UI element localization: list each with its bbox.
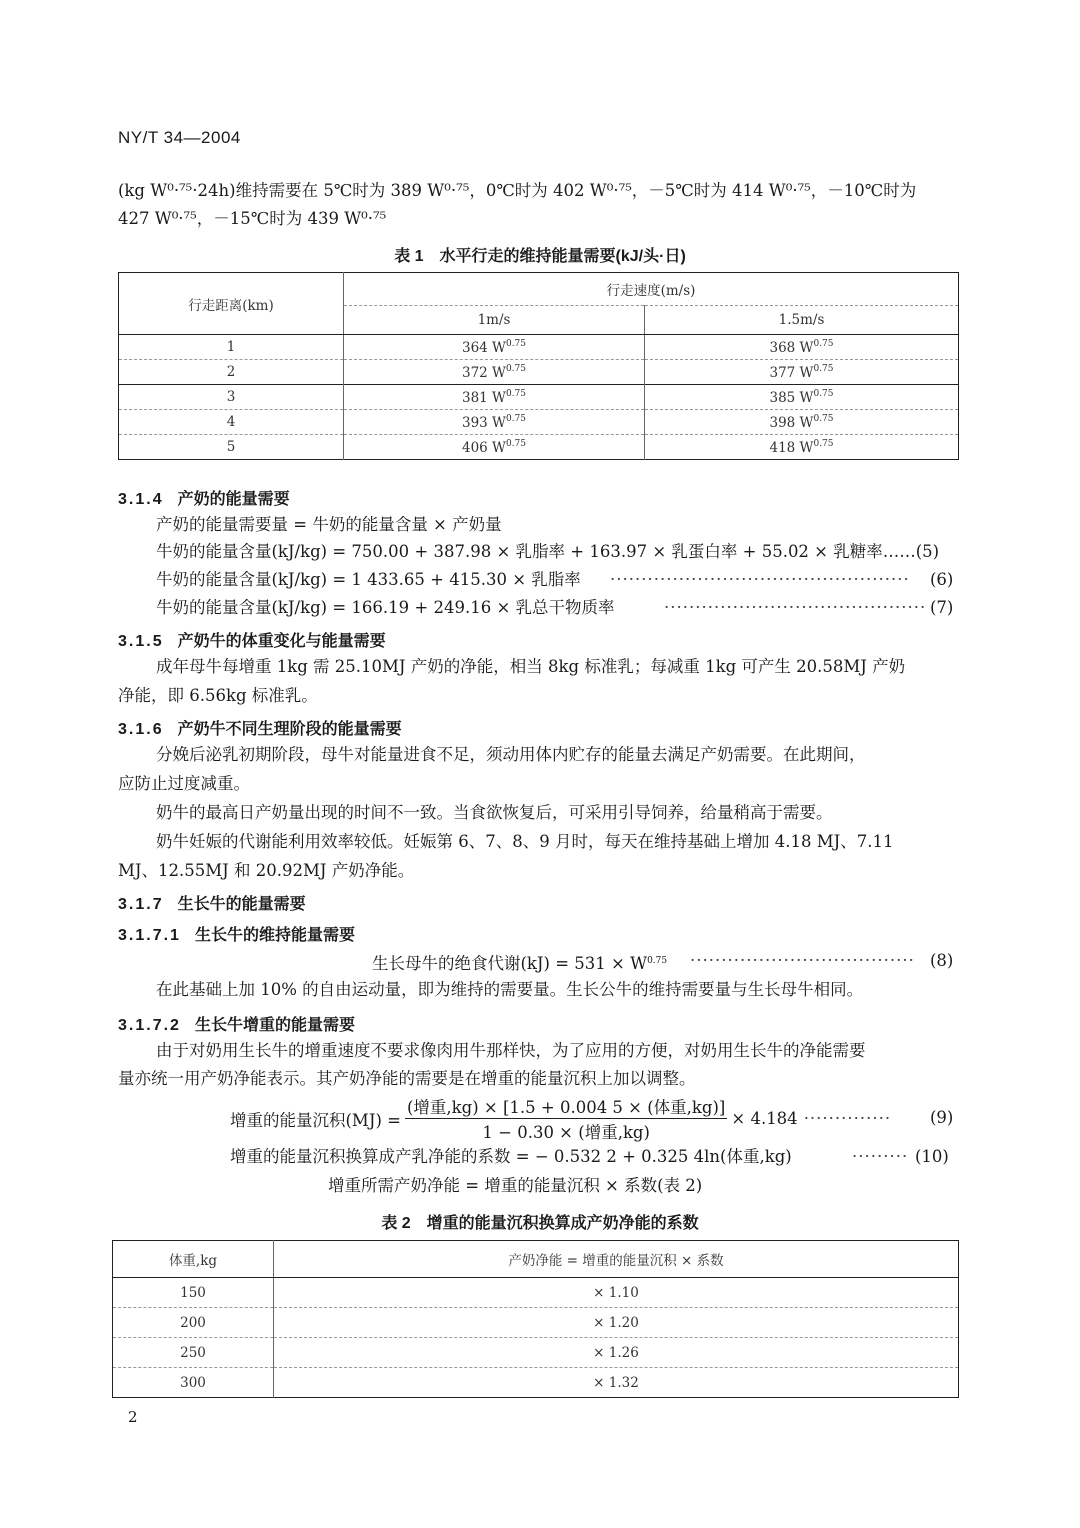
table1-speed-1: 1m/s [344,306,645,335]
equation-10-number: (10) [915,1147,949,1166]
table1-speed-2: 1.5m/s [645,306,959,335]
equation-9 [230,1094,891,1143]
table2-caption: 表 2 增重的能量沉积换算成产奶净能的系数 [381,1215,699,1232]
table-row [113,1308,959,1338]
table1-value: 385 $W^{0.75}$ [645,385,959,410]
section-3-1-6-line-5: MJ、12.55MJ 和 20.92MJ 产奶净能。 [118,861,415,880]
equation-8-number: (8) [930,951,954,970]
table-row [119,385,959,410]
equation-7: 牛奶的能量含量(kJ/kg) = 166.19 + 249.16 × 乳总干物质率 [156,598,615,617]
table2-weight: 250 [113,1338,274,1368]
table2-coefficient: × 1.32 [274,1368,959,1398]
equation-11: 增重所需产奶净能 = 增重的能量沉积 × 系数(表 2) [328,1176,703,1195]
equation-8: 生长母牛的绝食代谢$(kJ) = 531 \times W^{0.75}$ [372,954,668,973]
table2-header-row [113,1241,959,1278]
section-3-1-6-heading: 3.1.6 产奶牛不同生理阶段的能量需要 [118,721,402,738]
equation-9-fraction [405,1094,727,1143]
table2 [112,1240,959,1398]
table1-distance: 3 [119,385,344,410]
table1-caption: 表 1 水平行走的维持能量需要(kJ/头·日) [394,248,686,265]
page-number: 2 [128,1408,138,1426]
table2-weight: 200 [113,1308,274,1338]
section-3-1-5-heading: 3.1.5 产奶牛的体重变化与能量需要 [118,633,386,650]
table2-weight: 300 [113,1368,274,1398]
dot-leader: ·············· [803,1109,892,1128]
table2-col-weight: 体重,kg [113,1241,274,1278]
table-row [119,435,959,460]
section-3-1-7-2-heading: 3.1.7.2 生长牛增重的能量需要 [118,1017,355,1034]
section-3-1-7-2-line-1: 由于对奶用生长牛的增重速度不要求像肉用牛那样快，为了应用的方便，对奶用生长牛的净能需要 [156,1041,866,1060]
section-3-1-7-1-heading: 3.1.7.1 生长牛的维持能量需要 [118,927,355,944]
table1-value: 406 $W^{0.75}$ [344,435,645,460]
table2-weight: 150 [113,1278,274,1308]
section-3-1-6-line-1: 分娩后泌乳初期阶段，母牛对能量进食不足，须动用体内贮存的能量去满足产奶需要。在此期间， [156,745,866,764]
section-3-1-5-line-2: 净能，即 6.56kg 标准乳。 [118,686,318,705]
intro-line-2: 427 W⁰·⁷⁵，－15℃时为 439 W⁰·⁷⁵ [118,209,387,228]
table1-value: 364 $W^{0.75}$ [344,335,645,360]
section-3-1-7-2-line-2: 量亦统一用产奶净能表示。其产奶净能的需要是在增重的能量沉积上加以调整。 [118,1069,696,1088]
table1-value: 393 $W^{0.75}$ [344,410,645,435]
dot-leader: ········· [852,1147,909,1166]
section-3-1-4-heading: 3.1.4 产奶的能量需要 [118,491,290,508]
dot-leader: ···································· [690,951,915,970]
dot-leader: ·········································· [664,598,927,617]
table2-coefficient: × 1.20 [274,1308,959,1338]
section-3-1-6-line-2: 应防止过度减重。 [118,774,250,793]
table1-value: 372 $W^{0.75}$ [344,360,645,385]
table1-distance: 4 [119,410,344,435]
equation-5: 牛奶的能量含量(kJ/kg) = 750.00 + 387.98 × 乳脂率 + 163.97 × 乳蛋白率 + 55.02 × 乳糖率……(5) [156,542,940,561]
table-row [119,335,959,360]
equation-7-number: (7) [930,598,954,617]
table1-distance: 5 [119,435,344,460]
table1-distance: 2 [119,360,344,385]
equation-10: 增重的能量沉积换算成产乳净能的系数 = − 0.532 2 + 0.325 4ln(体重,kg) [230,1147,792,1166]
section-3-1-4-line-1: 产奶的能量需要量 = 牛奶的能量含量 × 产奶量 [156,515,502,534]
table-row [113,1278,959,1308]
table1-distance: 1 [226,339,236,355]
table1-value: 377 $W^{0.75}$ [645,360,959,385]
section-3-1-7-1-line-1: 在此基础上加 10% 的自由运动量，即为维持的需要量。生长公牛的维持需要量与生长母牛相同。 [156,980,864,999]
table1-col-distance: 行走距离(km) [119,273,344,335]
equation-9-rhs: × 4.184 [731,1109,798,1128]
table-row [113,1368,959,1398]
section-3-1-5-line-1: 成年母牛每增重 1kg 需 25.10MJ 产奶的净能，相当 8kg 标准乳；每减重 1kg 可产生 20.58MJ 产奶 [156,657,906,676]
equation-9-denominator: 1 − 0.30 × (增重,kg) [482,1123,650,1142]
table1-value: 368 $W^{0.75}$ [645,335,959,360]
document-header: NY/T 34—2004 [118,128,241,147]
table1-value: 398 $W^{0.75}$ [645,410,959,435]
table1-value: 418 $W^{0.75}$ [645,435,959,460]
table-row [113,1338,959,1368]
equation-9-numerator: (增重,kg) × [1.5 + 0.004 5 × (体重,kg)] [405,1094,727,1119]
equation-9-number: (9) [930,1108,954,1127]
table-row [119,410,959,435]
equation-6: 牛奶的能量含量(kJ/kg) = 1 433.65 + 415.30 × 乳脂率 [156,570,581,589]
table1-value: 381 $W^{0.75}$ [344,385,645,410]
table1-header-row [119,273,959,306]
section-3-1-7-heading: 3.1.7 生长牛的能量需要 [118,896,306,913]
equation-9-lhs: 增重的能量沉积(MJ) = [230,1110,401,1130]
table2-coefficient: × 1.10 [274,1278,959,1308]
section-3-1-6-line-4: 奶牛妊娠的代谢能利用效率较低。妊娠第 6、7、8、9 月时，每天在维持基础上增加 4.18 MJ、7.11 [156,832,894,851]
equation-6-number: (6) [930,570,954,589]
table2-col-coefficient: 产奶净能 = 增重的能量沉积 × 系数 [274,1241,959,1278]
table1-col-speed: 行走速度(m/s) [344,273,959,306]
section-3-1-6-line-3: 奶牛的最高日产奶量出现的时间不一致。当食欲恢复后，可采用引导饲养，给量稍高于需要。 [156,803,833,822]
table2-coefficient: × 1.26 [274,1338,959,1368]
intro-line-1: (kg W⁰·⁷⁵·24h)维持需要在 5℃时为 389 W⁰·⁷⁵，0℃时为 402 W⁰·⁷⁵，－5℃时为 414 W⁰·⁷⁵，－10℃时为 [118,181,917,200]
table1 [118,272,959,460]
dot-leader: ················································ [610,570,910,589]
table-row [119,360,959,385]
